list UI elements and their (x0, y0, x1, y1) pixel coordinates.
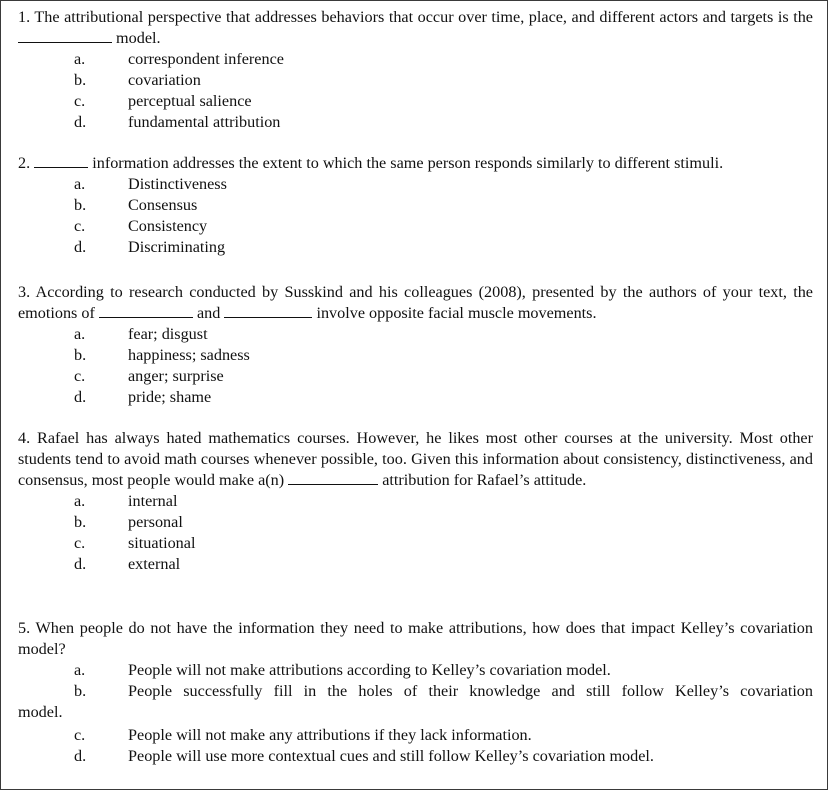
option-letter: a. (74, 492, 86, 510)
answer-blank (224, 303, 312, 318)
option-text: happiness; sadness (128, 346, 250, 364)
question-4-text-end: attribution for Rafael’s attitude. (382, 471, 587, 489)
option-text: external (128, 555, 181, 573)
option-text: Consistency (128, 217, 208, 235)
question-2 (18, 153, 813, 258)
option-text: situational (128, 534, 196, 552)
answer-blank (99, 303, 193, 318)
question-2-text: information addresses the extent to which the same person responds similarly to different stimuli. (92, 154, 724, 172)
option-3d (18, 387, 813, 408)
option-3b (18, 345, 813, 366)
option-1b (18, 70, 813, 91)
option-5b-continuation: model. (18, 703, 63, 721)
option-letter: d. (74, 747, 87, 765)
option-1a (18, 49, 813, 70)
answer-blank (288, 470, 378, 485)
question-4 (18, 428, 813, 575)
option-text: anger; surprise (128, 367, 224, 385)
option-letter: a. (74, 175, 86, 193)
option-text: perceptual salience (128, 92, 252, 110)
option-5c (18, 725, 813, 746)
question-1-stem (18, 7, 813, 49)
option-2b (18, 195, 813, 216)
option-letter: a. (74, 325, 86, 343)
option-letter: d. (74, 113, 87, 131)
question-3 (18, 282, 813, 408)
question-1 (18, 7, 813, 133)
option-text: covariation (128, 71, 201, 89)
question-2-number: 2. (18, 154, 31, 172)
question-2-stem (18, 153, 813, 174)
option-letter: b. (74, 346, 87, 364)
option-letter: a. (74, 661, 86, 679)
option-2c (18, 216, 813, 237)
option-text: Distinctiveness (128, 175, 227, 193)
option-3c (18, 366, 813, 387)
question-4-stem (18, 428, 813, 491)
option-2d (18, 237, 813, 258)
option-letter: c. (74, 92, 86, 110)
option-4c (18, 533, 813, 554)
option-5d (18, 746, 813, 767)
question-3-text-middle: and (196, 304, 221, 322)
option-letter: b. (74, 196, 87, 214)
question-1-text: 1. The attributional perspective that addresses behaviors that occur over time, place, and different actors and targets is the (18, 8, 813, 26)
question-3-text-end: involve opposite facial muscle movements. (316, 304, 597, 322)
option-3a (18, 324, 813, 345)
option-text: internal (128, 492, 178, 510)
option-4a (18, 491, 813, 512)
option-letter: c. (74, 217, 86, 235)
answer-blank (34, 153, 88, 168)
option-text: personal (128, 513, 183, 531)
option-text: Consensus (128, 196, 198, 214)
option-1d (18, 112, 813, 133)
option-text: correspondent inference (128, 50, 284, 68)
option-text: pride; shame (128, 388, 212, 406)
option-text: People will not make attributions according to Kelley’s covariation model. (128, 661, 611, 679)
option-2a (18, 174, 813, 195)
question-5 (18, 618, 813, 767)
question-3-stem (18, 282, 813, 324)
option-letter: b. (74, 682, 87, 700)
answer-blank (18, 28, 112, 43)
option-text: People successfully fill in the holes of their knowledge and still follow Kelley’s covariation (128, 682, 813, 700)
question-4-text: 4. Rafael has always hated mathematics courses. However, he likes most other courses at the university. Most other students tend to avoid math courses whenever possible, too. Given this information about consistency, distinctiveness, and consensus, most people would make a(n) (18, 429, 813, 489)
option-letter: c. (74, 726, 86, 744)
option-letter: c. (74, 367, 86, 385)
option-text: Discriminating (128, 238, 226, 256)
option-5a (18, 660, 813, 681)
option-letter: c. (74, 534, 86, 552)
option-letter: b. (74, 513, 87, 531)
option-text: fundamental attribution (128, 113, 281, 131)
option-letter: d. (74, 238, 87, 256)
option-text: People will use more contextual cues and still follow Kelley’s covariation model. (128, 747, 654, 765)
question-1-text-end: model. (116, 29, 161, 47)
option-letter: d. (74, 555, 87, 573)
question-3-text: 3. According to research conducted by Susskind and his colleagues (2008), presented by the authors of your text, the emotions of (18, 283, 813, 322)
option-4d (18, 554, 813, 575)
option-letter: a. (74, 50, 86, 68)
option-text: fear; disgust (128, 325, 208, 343)
option-letter: b. (74, 71, 87, 89)
option-text: People will not make any attributions if they lack information. (128, 726, 532, 744)
option-4b (18, 512, 813, 533)
option-1c (18, 91, 813, 112)
question-5-stem: 5. When people do not have the information they need to make attributions, how does that impact Kelley’s covariation model? (18, 619, 813, 658)
option-5b (18, 681, 813, 702)
option-letter: d. (74, 388, 87, 406)
